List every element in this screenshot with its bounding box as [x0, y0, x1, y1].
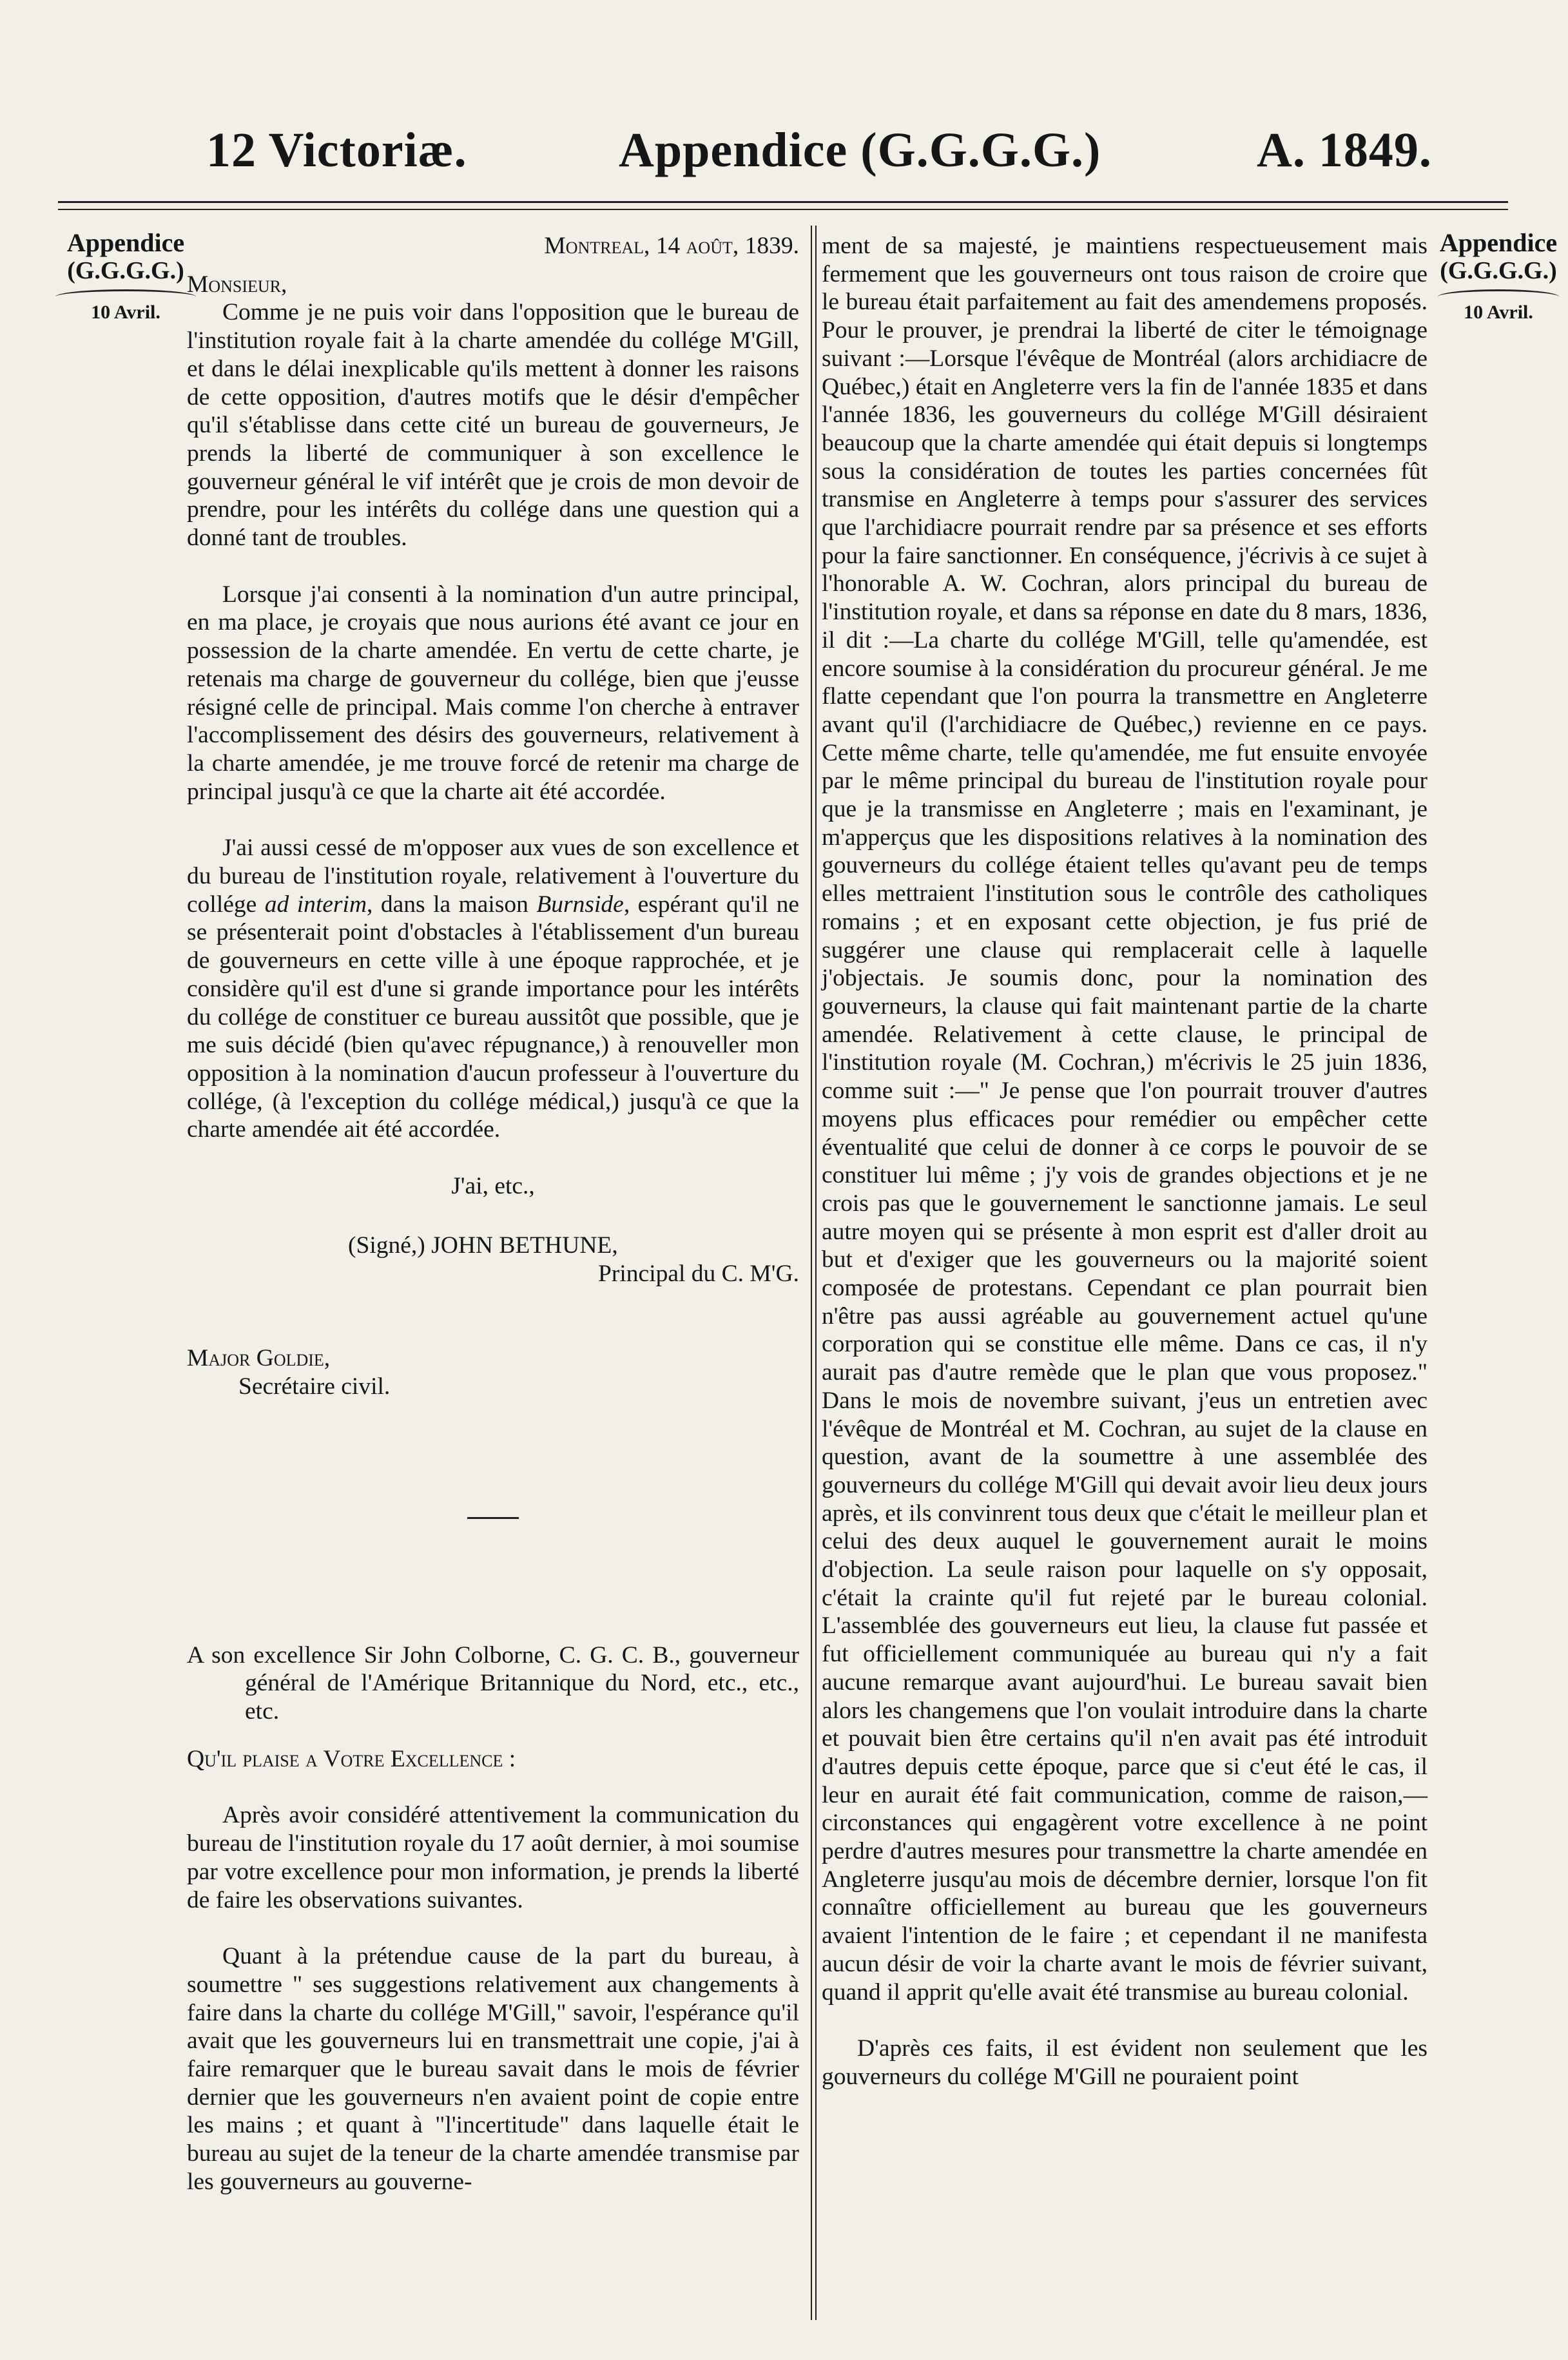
letter-dateline: Montreal, 14 août, 1839. — [544, 233, 799, 259]
header-appendix-title: Appendice (G.G.G.G.) — [619, 123, 1101, 177]
closing: J'ai, etc., — [451, 1173, 535, 1200]
margin-note-right — [1434, 229, 1563, 324]
column-divider — [811, 226, 817, 2320]
paragraph: Comme je ne puis voir dans l'opposition que le bureau de l'institution royale fait à la charte amendée du collége M'Gill, et dans le délai inexplicable qu'ils mettent à donner les raisons de cette opposition, d'autres motifs que le désir d'empêcher qu'il s'établisse dans cette cité un bureau de gouverneurs, Je prends la liberté de communiquer à son excellence le gouverneur général le vif intérêt que je crois de mon devoir de prendre, pour les intérêts du collége dans une question qui a donné tant de troubles. — [187, 299, 799, 552]
running-header — [206, 122, 1431, 193]
header-rule — [58, 201, 1508, 210]
signature: (Signé,) JOHN BETHUNE, — [348, 1232, 618, 1259]
left-column — [187, 232, 799, 2196]
letter-salutation: Monsieur, — [187, 271, 287, 298]
margin-note-title: Appendice — [1439, 228, 1558, 257]
header-year: A. 1849. — [1257, 123, 1432, 177]
memorial-address: A son excellence Sir John Colborne, C. G. C. B., gouverneur général de l'Amérique Britannique du Nord, etc., etc., etc. — [187, 1641, 799, 1725]
paragraph: Quant à la prétendue cause de la part du bureau, à soumettre " ses suggestions relativement aux changements à faire dans la charte du collége M'Gill," savoir, l'espérance qu'il avait que les gouverneurs lui en transmettrait une copie, j'ai à faire remarquer que le bureau savait dans le mois de février dernier que les gouverneurs n'en avaient point de copie entre les mains ; et quant à "l'incertitude" dans laquelle était le bureau au sujet de la teneur de la charte amendée transmise par les gouverneurs au gouverne- — [187, 1943, 799, 2195]
signature-title: Principal du C. M'G. — [598, 1260, 799, 1287]
header-regnal-year: 12 Victoriæ. — [206, 123, 467, 177]
paragraph: Lorsque j'ai consenti à la nomination d'un autre principal, en ma place, je croyais que nous aurions été avant ce jour en possession de la charte amendée. En vertu de cette charte, je retenais ma charge de gouverneur du collége, bien que j'eusse résigné celle de principal. Mais comme l'on cherche à entraver l'accomplissement des désirs des gouverneurs, relativement à la charte amendée, je me trouve forcé de retenir ma charge de principal jusqu'à ce que la charte ait été accordée. — [187, 581, 799, 805]
paragraph-text: , dans la maison — [367, 891, 537, 918]
house-name: Burnside — [536, 891, 624, 918]
latin-term: ad interim — [264, 891, 367, 918]
margin-note-date: 10 Avril. — [91, 302, 160, 323]
paragraph-text: J'ai aussi cessé de m'opposer aux vues de son excellence et du bureau de l'institution royale, relativement à l'ouverture du collége — [187, 835, 799, 918]
margin-note-code: (G.G.G.G.) — [67, 257, 184, 284]
margin-note-code: (G.G.G.G.) — [1440, 257, 1557, 284]
paragraph: ment de sa majesté, je maintiens respectueusement mais fermement que les gouverneurs ont tous raison de croire que le bureau était parfaitement au fait des amendemens proposés. Pour le prouver, je prendrai la liberté de citer le témoignage suivant :—Lorsque l'évêque de Montréal (alors archidiacre de Québec,) était en Angleterre vers la fin de l'année 1835 et dans l'année 1836, les gouverneurs du collége M'Gill désiraient beaucoup que la charte amendée qui était depuis si longtemps sous la considération de toutes les parties concernées fût transmise en Angleterre à temps pour s'assurer des services que l'archidiacre pourrait rendre par sa présence et ses efforts pour la faire sanctionner. En conséquence, j'écrivis à ce sujet à l'honorable A. W. Cochran, alors principal du bureau de l'institution royale, et dans sa réponse en date du 8 mars, 1836, il dit :—La charte du collége M'Gill, telle qu'amendée, est encore soumise à la considération du procureur général. Je me flatte cependant que l'on pourra la transmettre en Angleterre avant qu'il (l'archidiacre de Québec,) revienne en ce pays. Cette même charte, telle qu'amendée, me fut ensuite envoyée par le même principal du bureau de l'institution royale pour que je la transmisse en Angleterre ; mais en l'examinant, je m'apperçus que les dispositions relatives à la nomination des gouverneurs du collége étaient telles qu'avant peu de temps elles mettraient l'institution sous le contrôle des catholiques romains ; et en exposant cette objection, je fus prié de suggérer une clause qui remplacerait celle à laquelle j'objectais. Je soumis donc, pour la nomination des gouverneurs, la clause qui fait maintenant partie de la charte amendée. Relativement à cette clause, le principal de l'institution royale (M. Cochran,) m'écrivis le 25 juin 1836, comme suit :—" Je pense que l'on pourrait trouver d'autres moyens plus efficaces pour remédier ou empêcher cette éventualité que celui de donner à ce corps le pouvoir de se constituer lui même ; j'y vois de grandes objections et je ne crois pas que le gouvernement le sanctionne jamais. Le seul autre moyen qui se présente à mon esprit est d'aller droit au but et d'exiger que les gouverneurs ou la majorité soient composée de protestans. Cependant ce plan pourrait bien n'être pas aussi agréable au gouvernement actuel qu'une corporation qui se constitue elle même. Dans ce cas, il n'y aurait pas d'autre remède que le plan que vous proposez." Dans le mois de novembre suivant, j'eus un entretien avec l'évêque de Montréal et M. Cochran, au sujet de la clause en question, avant de la soumettre à une assemblée des gouverneurs du collége M'Gill qui devait avoir lieu deux jours après, et ils convinrent tous deux que c'était le meilleur plan et celui des deux auquel le gouvernement aurait le moins d'objection. La seule raison pour laquelle on s'y opposait, c'était la crainte qu'il fut rejeté par le bureau colonial. L'assemblée des gouverneurs eut lieu, la clause fut passée et fut officiellement communiquée au bureau qui n'y a fait aucune remarque avant aujourd'hui. Le bureau savait bien alors les changemens que l'on voulait introduire dans la charte et pouvait bien être certains qu'il n'en avait pas été introduit d'autres depuis cette époque, parce que si c'eut été le cas, il leur en aurait été fait communication, comme de raison,—circonstances qui engagèrent votre excellence à ne point perdre d'autres mesures pour transmettre la charte amendée en Angleterre jusqu'au mois de décembre dernier, lorsque l'on fit connaître officiellement au bureau que les gouverneurs avaient l'intention de le faire ; et cependant il ne manifesta aucun désir de voir la charte avant le mois de février suivant, quand il apprit qu'elle avait été transmise au bureau colonial. — [822, 233, 1428, 2006]
margin-note-date: 10 Avril. — [1464, 302, 1533, 323]
right-column — [822, 232, 1428, 2091]
margin-note-title: Appendice — [66, 228, 185, 257]
section-separator — [467, 1517, 519, 1519]
memorial-opening: Qu'il plaise a Votre Excellence : — [187, 1745, 516, 1772]
paragraph — [187, 834, 799, 1144]
paragraph-text: , espérant qu'il ne se présenterait point d'obstacles à l'établissement d'un bureau de gouverneurs en cette ville à une époque rapprochée, et je considère qu'il est d'une si grande importance pour les intérêts du collége de constituer ce bureau aussitôt que possible, que je me suis décidé (bien qu'avec répugnance,) à renouveller mon opposition à la nomination d'aucun professeur à l'ouverture du collége, (à l'exception du collége médical,) jusqu'à ce que la charte amendée ait été accordée. — [187, 891, 799, 1143]
paragraph: Après avoir considéré attentivement la communication du bureau de l'institution royale du 17 août dernier, à moi soumise par votre excellence pour mon information, je prends la liberté de faire les observations suivantes. — [187, 1802, 799, 1913]
paragraph: D'après ces faits, il est évident non seulement que les gouverneurs du collége M'Gill ne pouraient point — [822, 2035, 1428, 2090]
addressee: Major Goldie, — [187, 1345, 331, 1372]
margin-note-left — [52, 229, 200, 324]
addressee-title: Secrétaire civil. — [238, 1373, 391, 1400]
